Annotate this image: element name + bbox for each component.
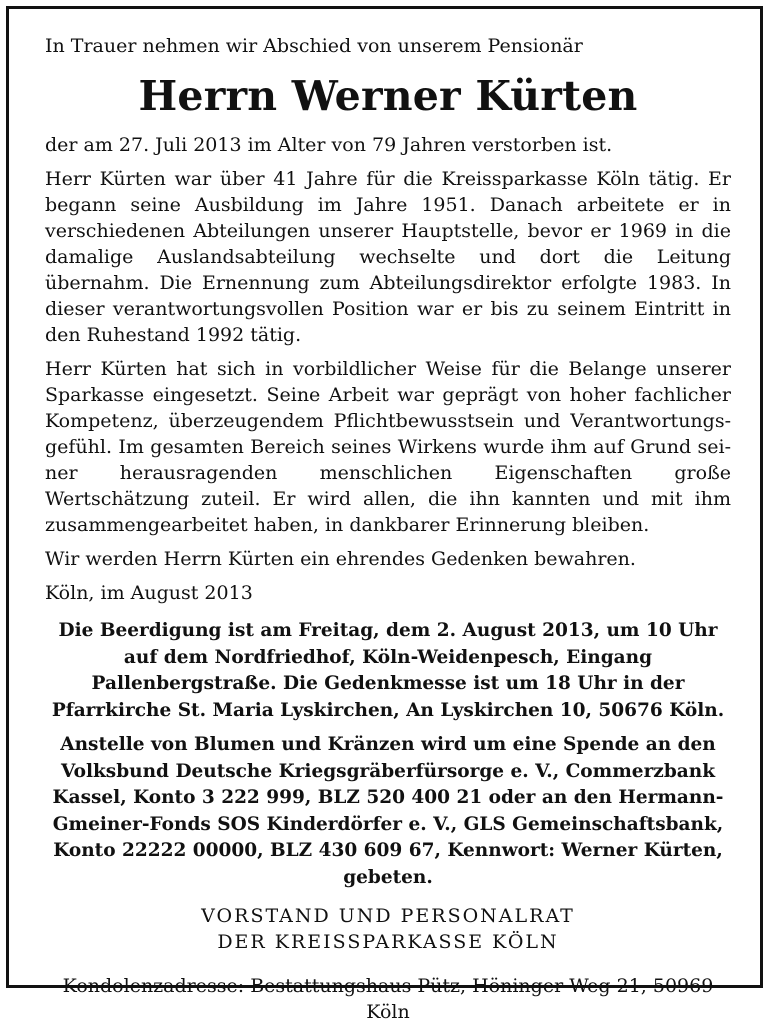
career-paragraph: Herr Kürten war über 41 Jahre für die Kreissparkasse Köln tätig. Er begann seine Ausbildung im Jahre 1951. Danach arbeitete er in verschiedenen Abteilungen unserer Hauptstelle, bevor er 1969 in die damalige Auslandsabteilung wechselte und dort die Leitung übernahm. Die Ernennung zum Abteilungsdirektor erfolgte 1983. In dieser verantwortungsvollen Position war er bis zu seinem Eintritt in den Ruhestand 1992 tätig.: [45, 168, 731, 346]
place-date: Köln, im August 2013: [45, 582, 253, 604]
intro-line: In Trauer nehmen wir Abschied von unserem Pensionär: [45, 35, 583, 57]
tribute-paragraph: Herr Kürten hat sich in vorbildlicher Weise für die Belange unserer Sparkasse eingesetzt. Seine Arbeit war geprägt von hoher fachlicher Kompetenz, überzeugendem Pflichtbewusstsein und Verantwortungsgefühl. Im gesamten Bereich seines Wirkens wurde ihm auf Grund seiner herausragenden menschlichen Eigenschaften große Wertschätzung zuteil. Er wird allen, die ihn kannten und mit ihm zusammengearbeitet haben, in dankbarer Erinnerung bleiben.: [45, 358, 731, 536]
obituary-notice: [45, 33, 731, 1025]
memory-line: Wir werden Herrn Kürten ein ehrendes Gedenken bewahren.: [45, 548, 636, 570]
signature-line-2: DER KREISSPARKASSE KÖLN: [217, 931, 559, 953]
donation-request: Anstelle von Blumen und Kränzen wird um eine Spende an den Volksbund Deutsche Kriegsgräberfürsorge e. V., Commerzbank Kassel, Konto 3 222 999, BLZ 520 400 21 oder an den Hermann-Gmeiner-Fonds SOS Kinderdörfer e. V., GLS Gemeinschaftsbank, Konto 22222 00000, BLZ 430 609 67, Kennwort: Werner Kürten, gebeten.: [52, 734, 724, 888]
funeral-details: Die Beerdigung ist am Freitag, dem 2. August 2013, um 10 Uhr auf dem Nordfriedhof, Köln-Weidenpesch, Eingang Pallenbergstraße. Die Gedenkmesse ist um 18 Uhr in der Pfarrkirche St. Maria Lyskirchen, An Lyskirchen 10, 50676 Köln.: [51, 620, 725, 721]
death-statement: der am 27. Juli 2013 im Alter von 79 Jahren verstorben ist.: [45, 134, 613, 156]
signature-line-1: VORSTAND UND PERSONALRAT: [201, 905, 575, 927]
signature-block: [45, 903, 731, 955]
condolence-address: Kondolenzadresse: Bestattungshaus Pütz, Höninger Weg 21, 50969 Köln: [62, 975, 714, 1023]
deceased-name: Herrn Werner Kürten: [138, 72, 638, 120]
